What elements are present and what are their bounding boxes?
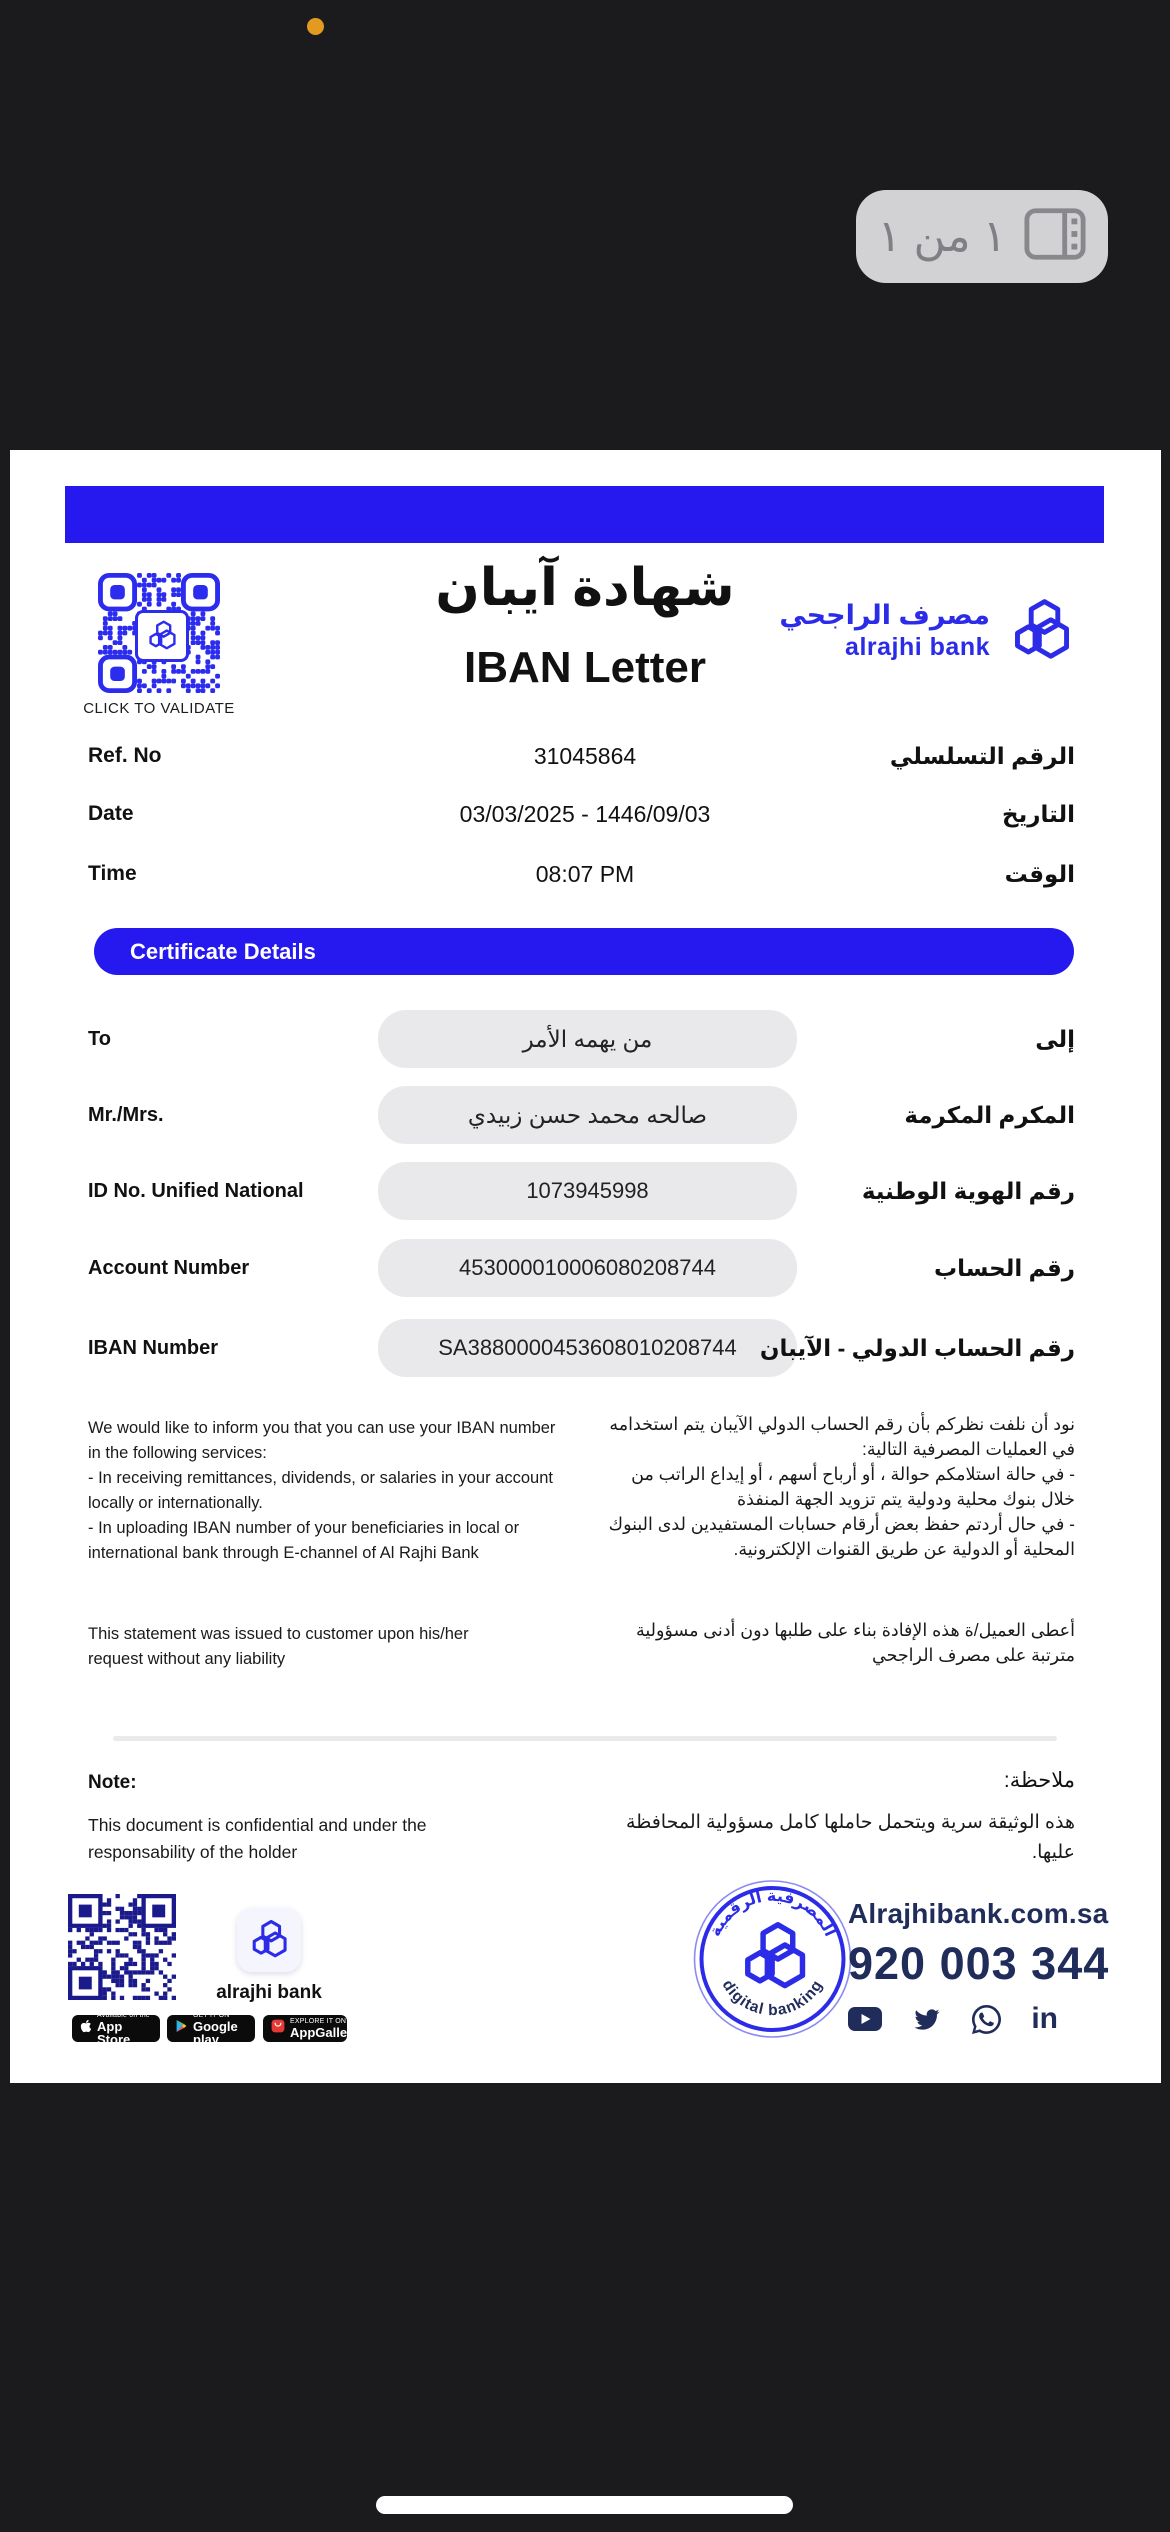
qr-center-bank-logo bbox=[135, 610, 189, 662]
google-play-badge[interactable] bbox=[167, 2011, 255, 2047]
page-indicator-label: ١ من ١ bbox=[877, 212, 1007, 261]
qr-caption: CLICK TO VALIDATE bbox=[83, 700, 235, 717]
certificate-details-banner bbox=[94, 928, 1074, 975]
certificate-details-title: Certificate Details bbox=[130, 939, 316, 964]
detail-label-ar: رقم الحساب bbox=[934, 1255, 1075, 1281]
detail-label-en: To bbox=[88, 1028, 111, 1050]
linkedin-icon[interactable]: in bbox=[1031, 2002, 1058, 2035]
note-label-english: Note: bbox=[88, 1772, 137, 1793]
meta-label-ar: الرقم التسلسلي bbox=[889, 743, 1075, 769]
alrajhi-app-icon bbox=[237, 1908, 301, 1972]
detail-label-en: IBAN Number bbox=[88, 1337, 219, 1359]
stamp-arabic-arc-text: المصرفية الرقمية bbox=[706, 1887, 839, 1940]
svg-text:digital banking bbox=[719, 1977, 827, 2019]
info-ar-bullet1: - في حالة استلامكم حوالة ، أو أرباح أسهم ، أو إيداع الراتب من خلال بنوك محلية ودولية يتم تزويد الجهة المنفذة bbox=[631, 1464, 1075, 1509]
footer-contact-block bbox=[848, 1898, 1110, 2035]
info-paragraph-arabic bbox=[600, 1412, 1075, 1562]
page-indicator-pill[interactable] bbox=[856, 190, 1108, 283]
app-icon-label: alrajhi bank bbox=[216, 1982, 322, 2003]
iban-letter-document bbox=[10, 450, 1161, 2083]
appgallery-badge[interactable] bbox=[263, 2015, 360, 2042]
document-header-bar bbox=[65, 486, 1104, 543]
bank-name-arabic: مصرف الراجحي bbox=[779, 600, 990, 630]
meta-value: 31045864 bbox=[533, 743, 637, 769]
home-indicator[interactable] bbox=[376, 2496, 793, 2514]
meta-row-date bbox=[10, 794, 1161, 834]
statement-arabic: أعطى العميل/ة هذه الإفادة بناء على طلبها دون أدنى مسؤولية مترتبة على مصرف الراجحي bbox=[635, 1620, 1075, 1665]
alrajhi-bank-logo-text bbox=[750, 600, 990, 662]
thumbnail-sidebar-icon bbox=[1024, 207, 1086, 266]
detail-row-account bbox=[10, 1239, 1161, 1297]
meta-label-ar: الوقت bbox=[1004, 861, 1075, 887]
microphone-indicator-dot bbox=[307, 18, 324, 35]
badge-name: Google play bbox=[193, 2018, 238, 2047]
info-ar-bullet2: - في حال أردتم حفظ بعض أرقام حسابات المستفيدين لدى البنوك المحلية أو الدولية عن طريق القنوات الإلكترونية. bbox=[608, 1514, 1075, 1559]
meta-label-en: Ref. No bbox=[88, 744, 162, 767]
google-play-icon bbox=[175, 2019, 188, 2038]
detail-label-en: Mr./Mrs. bbox=[88, 1104, 164, 1126]
meta-value: 08:07 PM bbox=[535, 861, 635, 887]
detail-row-to bbox=[10, 1010, 1161, 1068]
note-body-arabic: هذه الوثيقة سرية ويتحمل حاملها كامل مسؤولية المحافظة عليها. bbox=[625, 1812, 1075, 1863]
badge-name: App Store bbox=[97, 2018, 131, 2047]
meta-row-ref bbox=[10, 736, 1161, 776]
detail-value-pill: 453000010006080208744 bbox=[378, 1239, 797, 1297]
detail-label-en: ID No. Unified National bbox=[88, 1180, 304, 1202]
meta-label-en: Time bbox=[88, 862, 137, 885]
badge-top-text: EXPLORE IT ON bbox=[290, 2018, 347, 2025]
meta-value: 03/03/2025 - 1446/09/03 bbox=[459, 801, 711, 827]
detail-value-pill: صالحه محمد حسن زبيدي bbox=[378, 1086, 797, 1144]
detail-value-pill: 1073945998 bbox=[378, 1162, 797, 1220]
social-icons-row bbox=[848, 2004, 1058, 2034]
whatsapp-icon[interactable] bbox=[972, 2005, 1001, 2034]
phone-number[interactable]: 920 003 344 bbox=[848, 1938, 1110, 1989]
appgallery-icon bbox=[271, 2019, 285, 2038]
detail-value-pill: من يهمه الأمر bbox=[378, 1010, 797, 1068]
section-divider bbox=[113, 1736, 1057, 1741]
badge-top-text: GET IT ON bbox=[193, 2011, 230, 2019]
document-title-english: IBAN Letter bbox=[463, 643, 707, 692]
website-link[interactable]: Alrajhibank.com.sa bbox=[848, 1898, 1109, 1929]
footer-qr-code[interactable] bbox=[68, 1894, 176, 2000]
bank-name-english: alrajhi bank bbox=[845, 633, 990, 661]
alrajhi-bank-logo-icon bbox=[1006, 590, 1076, 672]
document-title-arabic: شهادة آيبان bbox=[435, 559, 735, 617]
youtube-icon[interactable] bbox=[848, 2007, 882, 2031]
info-en-bullet1: - In receiving remittances, dividends, or salaries in your account locally or internationally. bbox=[88, 1469, 553, 1512]
badge-name: AppGallery bbox=[290, 2025, 360, 2040]
digital-banking-stamp bbox=[692, 1878, 853, 2040]
detail-row-id bbox=[10, 1162, 1161, 1220]
app-store-badge[interactable] bbox=[72, 2011, 160, 2047]
statement-english: This statement was issued to customer upon his/her request without any liability bbox=[88, 1625, 469, 1668]
note-label-arabic: ملاحظة: bbox=[1003, 1769, 1075, 1792]
detail-label-ar: رقم الهوية الوطنية bbox=[861, 1178, 1075, 1204]
detail-row-name bbox=[10, 1086, 1161, 1144]
badge-top-text: Available on the bbox=[97, 2011, 150, 2019]
stamp-english-arc-text: digital banking bbox=[718, 1977, 827, 2020]
note-body-english: This document is confidential and under the responsability of the holder bbox=[88, 1815, 427, 1862]
info-ar-intro: نود أن نلفت نظركم بأن رقم الحساب الدولي الآيبان يتم استخدامه في العمليات المصرفية التالية: bbox=[609, 1414, 1075, 1459]
info-en-intro: We would like to inform you that you can use your IBAN number in the following services: bbox=[88, 1419, 556, 1462]
detail-label-ar: رقم الحساب الدولي - الآيبان bbox=[759, 1335, 1075, 1361]
detail-row-iban bbox=[10, 1319, 1161, 1377]
detail-label-ar: المكرم المكرمة bbox=[904, 1102, 1075, 1128]
meta-label-en: Date bbox=[88, 802, 134, 825]
detail-value-pill: SA3880000453608010208744 bbox=[378, 1319, 797, 1377]
apple-icon bbox=[80, 2019, 92, 2038]
meta-label-ar: التاريخ bbox=[1002, 801, 1075, 827]
detail-label-en: Account Number bbox=[88, 1257, 250, 1279]
meta-row-time bbox=[10, 854, 1161, 894]
info-paragraph-english bbox=[88, 1416, 568, 1566]
info-en-bullet2: - In uploading IBAN number of your beneficiaries in local or international bank through E-channel of Al Rajhi Bank bbox=[88, 1519, 520, 1562]
detail-label-ar: إلى bbox=[1035, 1026, 1075, 1052]
twitter-icon[interactable] bbox=[912, 2007, 942, 2032]
